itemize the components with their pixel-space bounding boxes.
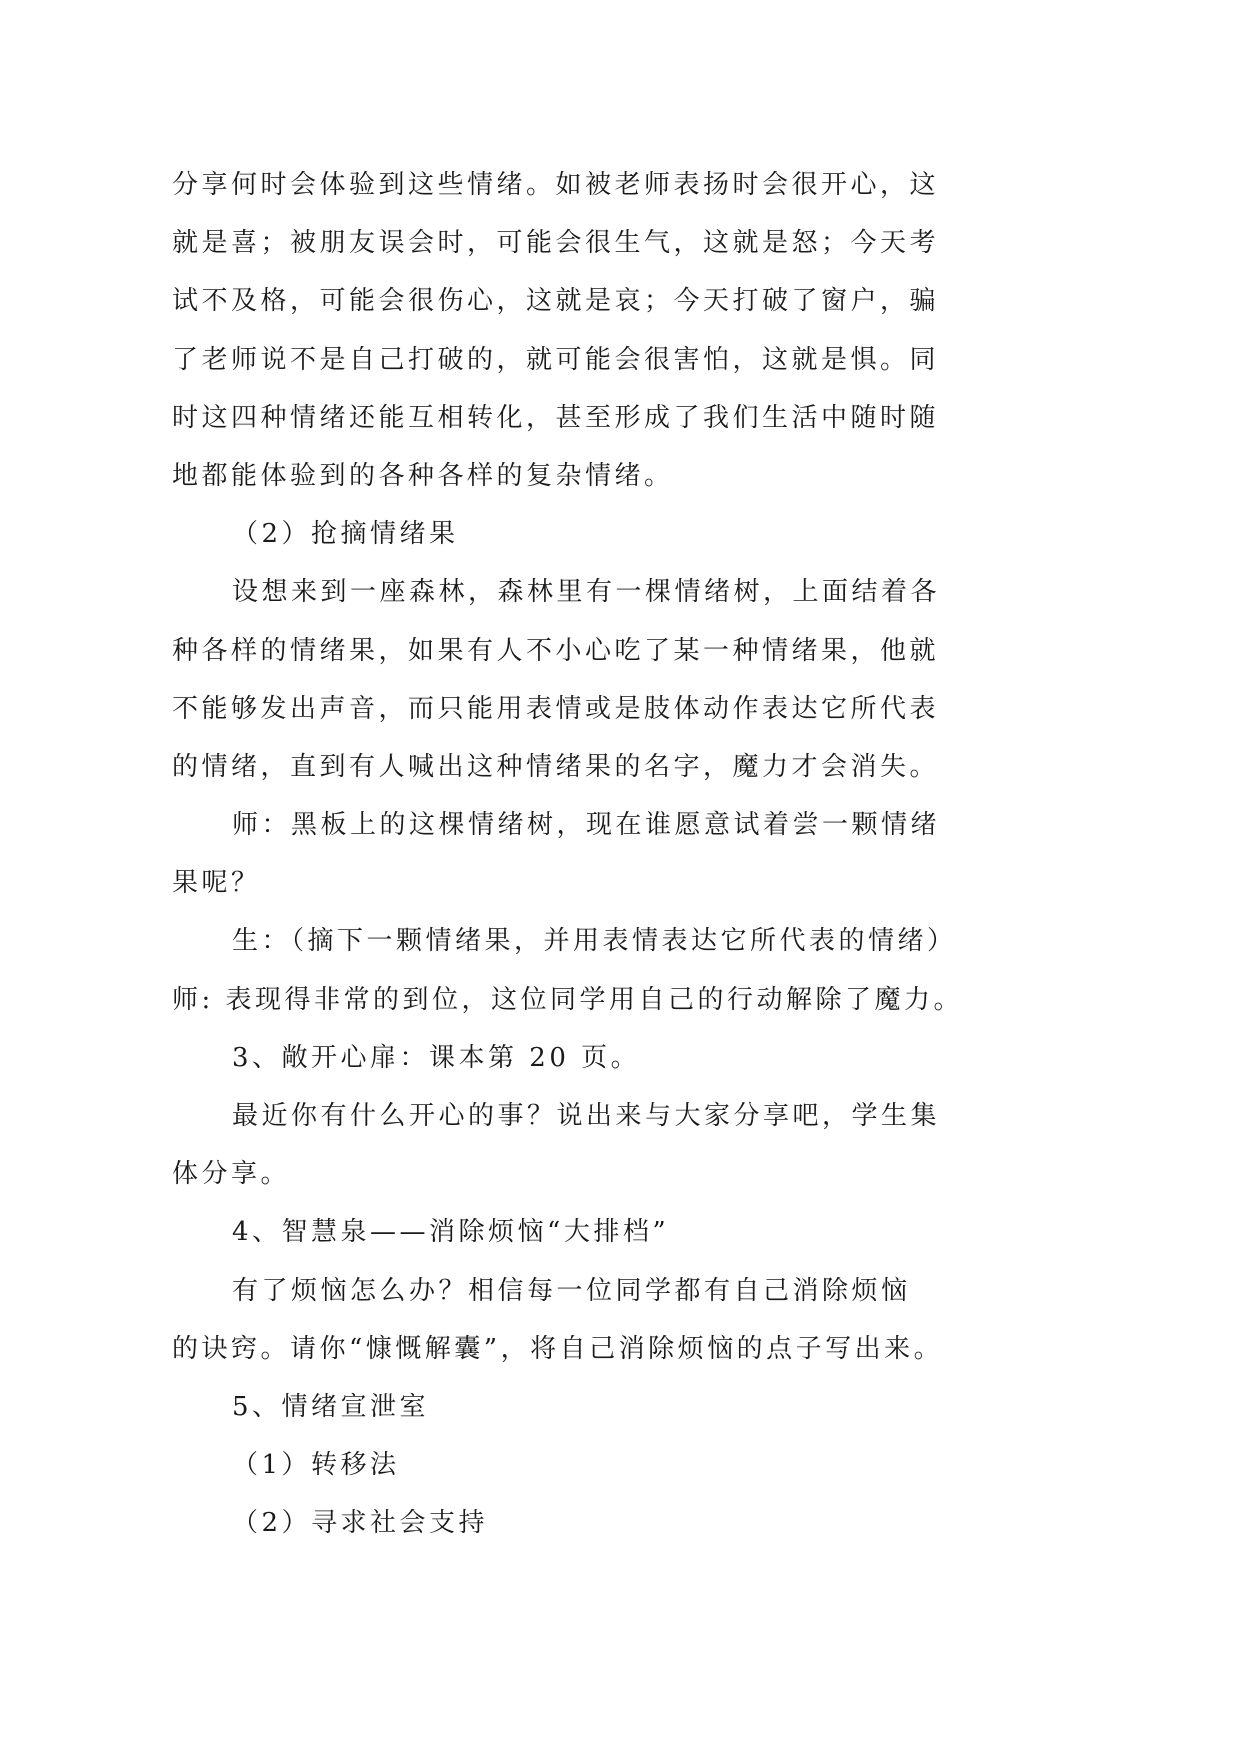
text-line: 就是喜；被朋友误会时，可能会很生气，这就是怒；今天考 [172, 228, 940, 259]
text-line: 设想来到一座森林，森林里有一棵情绪树，上面结着各 [232, 577, 941, 608]
text-line: 分享何时会体验到这些情绪。如被老师表扬时会很开心，这 [172, 170, 940, 200]
subheading-line: （2）抢摘情绪果 [232, 519, 459, 550]
text-line: 种各样的情绪果，如果有人不小心吃了某一种情绪果，他就 [172, 635, 940, 666]
text-line: 不能够发出声音，而只能用表情或是肢体动作表达它所代表 [172, 693, 940, 724]
text-line: 时这四种情绪还能互相转化，甚至形成了我们生活中随时随 [172, 402, 940, 433]
section-heading-line: 4、智慧泉——消除烦恼“大排档” [232, 1217, 670, 1248]
text-line: 的情绪，直到有人喊出这种情绪果的名字，魔力才会消失。 [172, 751, 940, 782]
text-line: 生：（摘下一颗情绪果，并用表情表达它所代表的情绪） [232, 926, 957, 957]
text-line: 师：黑板上的这棵情绪树，现在谁愿意试着尝一颗情绪 [232, 810, 941, 841]
text-line: 果呢？ [172, 868, 261, 899]
subheading-line: （1）转移法 [232, 1450, 400, 1481]
body-text [172, 156, 1072, 1553]
text-line: 试不及格，可能会很伤心，这就是哀；今天打破了窗户，骗 [172, 286, 940, 317]
text-line: 有了烦恼怎么办？相信每一位同学都有自己消除烦恼 [232, 1275, 911, 1306]
text-line: 了老师说不是自己打破的，就可能会很害怕，这就是惧。同 [172, 344, 940, 375]
text-line: 最近你有什么开心的事？说出来与大家分享吧，学生集 [232, 1101, 941, 1131]
text-line: 体分享。 [172, 1159, 291, 1190]
text-line: 地都能体验到的各种各样的复杂情绪。 [172, 460, 674, 491]
section-heading-line: 5、情绪宣泄室 [232, 1391, 430, 1422]
text-line: 的诀窍。请你“慷慨解囊”，将自己消除烦恼的点子写出来。 [172, 1333, 944, 1364]
subheading-line: （2）寻求社会支持 [232, 1508, 489, 1539]
text-line: 师: 表现得非常的到位，这位同学用自己的行动解除了魔力。 [172, 984, 964, 1015]
section-heading-line: 3、敞开心扉：课本第 20 页。 [232, 1042, 641, 1073]
